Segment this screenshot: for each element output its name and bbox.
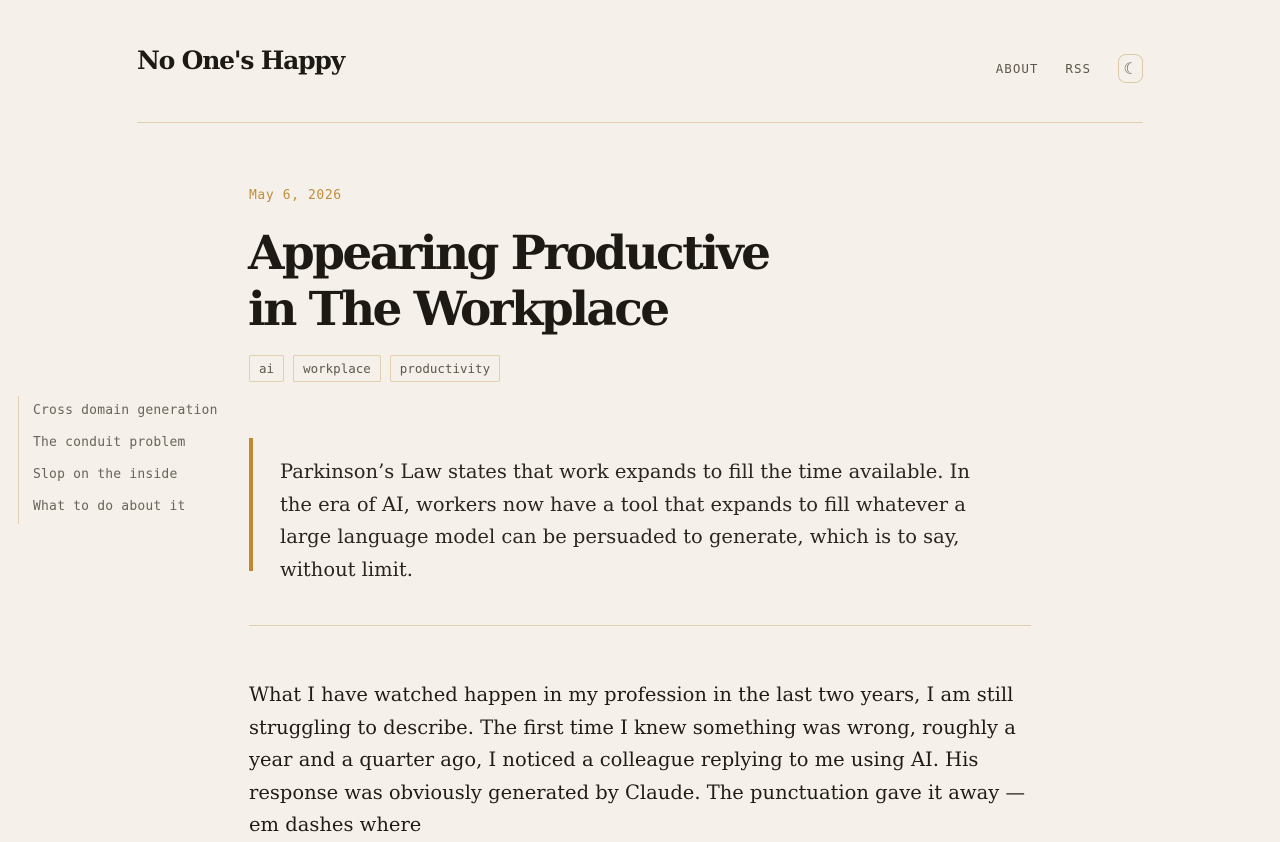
lead-quote: Parkinson’s Law states that work expands to fill the time available. In the era of AI, workers now have a tool that expands to fill whatever a large language model can be persuaded to generate, which is to say, without limit.	[249, 438, 1000, 571]
toc-item-the-conduit-problem[interactable]: The conduit problem	[33, 435, 186, 450]
body-paragraph: What I have watched happen in my profession in the last two years, I am still struggling to describe. The first time I knew something was wrong, roughly a year and a quarter ago, I noticed a colleague replying to me using AI. His response was obviously generated by Claude. The punctuation gave it away — em dashes where	[249, 683, 1025, 836]
nav-rss-link[interactable]: RSS	[1065, 61, 1091, 76]
toc-item-what-to-do-about-it[interactable]: What to do about it	[33, 499, 186, 514]
main-nav	[996, 54, 1143, 83]
section-divider	[249, 625, 1031, 626]
table-of-contents	[18, 396, 239, 524]
post-title: Appearing Productive in The Workplace	[248, 226, 769, 337]
site-title-link[interactable]: No One's Happy	[137, 46, 345, 75]
post-date: May 6, 2026	[249, 188, 342, 203]
theme-toggle-button[interactable]	[1118, 54, 1143, 83]
tag-ai[interactable]: ai	[249, 355, 284, 382]
toc-item-slop-on-the-inside[interactable]: Slop on the inside	[33, 467, 178, 482]
site-header	[137, 0, 1143, 123]
toc-item-cross-domain-generation[interactable]: Cross domain generation	[33, 403, 218, 418]
tag-workplace[interactable]: workplace	[293, 355, 381, 382]
tag-productivity[interactable]: productivity	[390, 355, 500, 382]
nav-about-link[interactable]: ABOUT	[995, 61, 1039, 76]
moon-icon: ☾	[1123, 59, 1138, 78]
tag-list	[249, 355, 509, 382]
